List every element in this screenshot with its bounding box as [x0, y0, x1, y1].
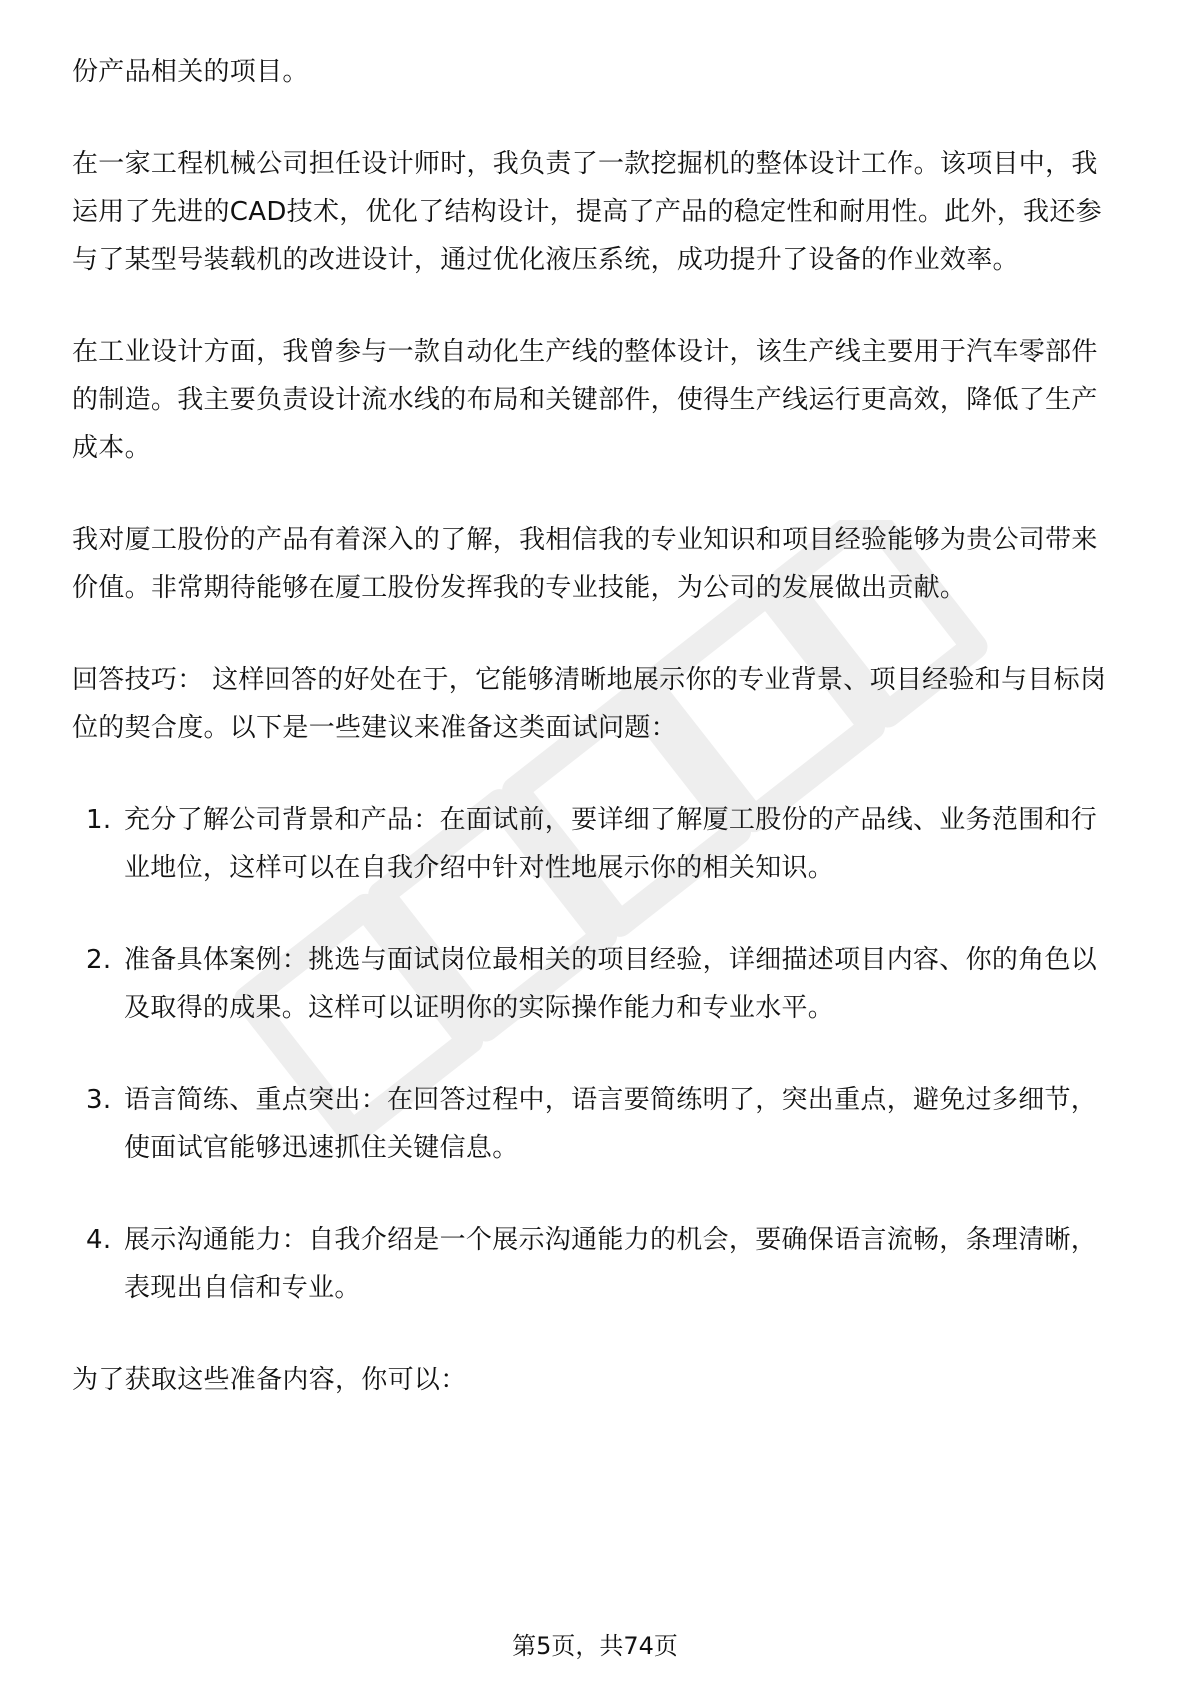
tips-list [72, 796, 1117, 1312]
list-text: 准备具体案例：挑选与面试岗位最相关的项目经验，详细描述项目内容、你的角色以及取得的成果。这样可以证明你的实际操作能力和专业水平。 [124, 945, 1098, 1023]
page-footer: 第5页，共74页 [512, 1632, 678, 1660]
paragraph-continuation: 份产品相关的项目。 [72, 57, 309, 87]
document-body [72, 48, 1117, 1448]
list-number: 1. [86, 805, 112, 835]
list-text: 语言简练、重点突出：在回答过程中，语言要简练明了，突出重点，避免过多细节，使面试官能够迅速抓住关键信息。 [124, 1085, 1098, 1163]
paragraph-answer-tips: 回答技巧： 这样回答的好处在于，它能够清晰地展示你的专业背景、项目经验和与目标岗位的契合度。以下是一些建议来准备这类面试问题： [72, 665, 1107, 743]
paragraph-closing: 为了获取这些准备内容，你可以： [72, 1365, 467, 1395]
list-number: 2. [86, 945, 112, 975]
list-item [72, 936, 1117, 1032]
list-item [72, 1076, 1117, 1172]
list-number: 3. [86, 1085, 112, 1115]
paragraph-industrial-design: 在工业设计方面，我曾参与一款自动化生产线的整体设计，该生产线主要用于汽车零部件的制造。我主要负责设计流水线的布局和关键部件，使得生产线运行更高效，降低了生产成本。 [72, 337, 1098, 463]
paragraph-company-interest: 我对厦工股份的产品有着深入的了解，我相信我的专业知识和项目经验能够为贵公司带来价值。非常期待能够在厦工股份发挥我的专业技能，为公司的发展做出贡献。 [72, 525, 1098, 603]
paragraph-engineering-experience: 在一家工程机械公司担任设计师时，我负责了一款挖掘机的整体设计工作。该项目中，我运用了先进的CAD技术，优化了结构设计，提高了产品的稳定性和耐用性。此外，我还参与了某型号装载机的改进设计，通过优化液压系统，成功提升了设备的作业效率。 [72, 149, 1102, 275]
list-item [72, 1216, 1117, 1312]
list-item [72, 796, 1117, 892]
list-text: 展示沟通能力：自我介绍是一个展示沟通能力的机会，要确保语言流畅，条理清晰，表现出自信和专业。 [124, 1225, 1098, 1303]
list-text: 充分了解公司背景和产品：在面试前，要详细了解厦工股份的产品线、业务范围和行业地位，这样可以在自我介绍中针对性地展示你的相关知识。 [124, 805, 1098, 883]
list-number: 4. [86, 1225, 112, 1255]
